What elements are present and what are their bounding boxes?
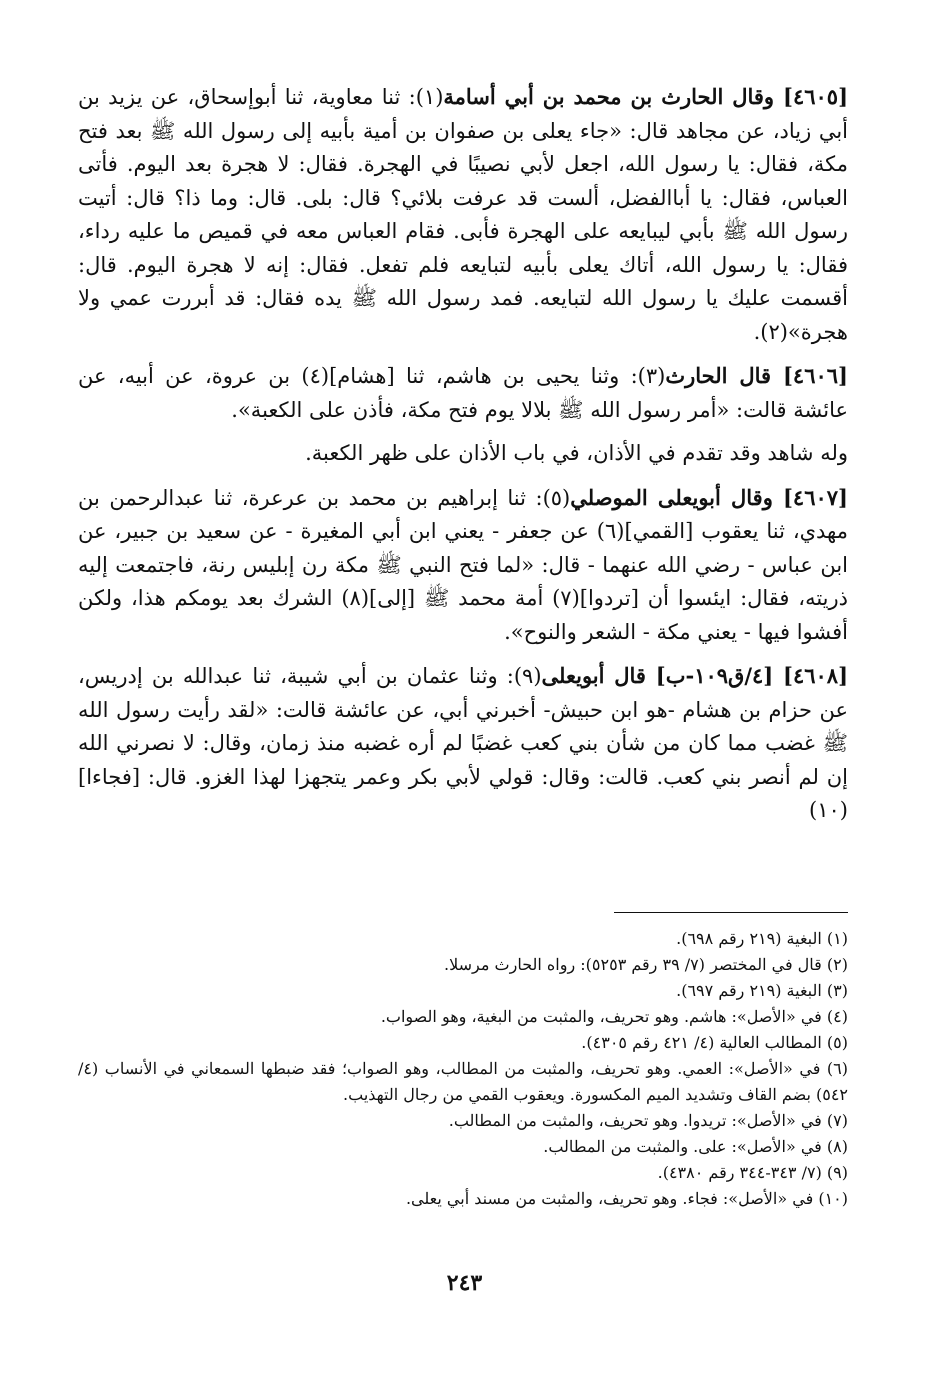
footnote-5: (٥) المطالب العالية (٤/ ٤٢١ رقم ٤٣٠٥).	[581, 1033, 848, 1052]
hadith-entry-4608	[78, 659, 848, 828]
entry-text: (٣): وثنا يحيى بن هاشم، ثنا [هشام](٤) بن عروة، عن أبيه، عن عائشة قالت: «أمر رسول الله ﷺ بلالا يوم فتح مكة، فأذن على الكعبة».	[78, 364, 848, 422]
page-number: ٢٤٣	[446, 1270, 483, 1296]
footnote-6: (٦) في «الأصل»: العمي. وهو تحريف، والمثبت من المطالب، وهو الصواب؛ فقد ضبطها السمعاني في الأنساب (٤/ ٥٤٢) بضم القاف وتشديد الميم المكسورة. ويعقوب القمي من رجال التهذيب.	[78, 1059, 848, 1104]
entry-text: (١): ثنا معاوية، ثنا أبوإسحاق، عن يزيد بن أبي زياد، عن مجاهد قال: «جاء يعلى بن صفوان بن أمية بأبيه إلى رسول الله ﷺ بعد فتح مكة، فقال: يا رسول الله، اجعل لأبي نصيبًا في الهجرة. فقال: لا هجرة بعد اليوم. فأتى العباس، فقال: يا أباالفضل، ألست قد عرفت بلائي؟ قال: بلى. قال: وما ذا؟ قال: أتيت رسول الله ﷺ بأبي ليبايعه على الهجرة فأبى. فقام العباس معه في قميص ما عليه رداء، فقال: يا رسول الله، أتاك يعلى بأبيه لتبايعه فلم تفعل. فقال: إنه لا هجرة اليوم. قال: أقسمت عليك يا رسول الله لتبايعه. فمد رسول الله ﷺ يده فقال: قد أبررت عمي ولا هجرة»(٢).	[78, 85, 848, 344]
entry-text: وله شاهد وقد تقدم في الأذان، في باب الأذان على ظهر الكعبة.	[305, 441, 848, 465]
entry-text: (٥): ثنا إبراهيم بن محمد بن عرعرة، ثنا عبدالرحمن بن مهدي، ثنا يعقوب [القمي](٦) عن جعفر - يعني ابن أبي المغيرة - عن سعيد بن جبير، عن ابن عباس - رضي الله عنهما - قال: «لما فتح النبي ﷺ مكة رن إبليس رنة، فاجتمعت إليه ذريته، فقال: ايئسوا أن [تردوا](٧) أمة محمد ﷺ [إلى](٨) الشرك بعد يومكم هذا، ولكن أفشوا فيها - يعني مكة - الشعر والنوح».	[78, 485, 849, 644]
footnote-2: (٢) قال في المختصر (٧/ ٣٩ رقم ٥٢٥٣): رواه الحارث مرسلا.	[444, 955, 848, 974]
entry-header: [٤٦٠٥] وقال الحارث بن محمد بن أبي أسامة	[443, 84, 848, 109]
entry-paragraph	[78, 80, 848, 349]
entry-paragraph	[78, 437, 848, 471]
entry-header: [٤٦٠٨] [٤/ق١٠٩-ب] قال أبويعلى	[541, 663, 849, 688]
footnote-separator	[614, 912, 848, 913]
hadith-entry-4606	[78, 359, 848, 427]
footnote-7: (٧) في «الأصل»: تريدوا. وهو تحريف، والمثبت من المطالب.	[448, 1111, 848, 1130]
footnote-1: (١) البغية (٢١٩ رقم ٦٩٨).	[676, 929, 848, 948]
entry-paragraph	[78, 659, 848, 828]
footnote-9: (٩) (٧/ ٣٤٣-٣٤٤ رقم ٤٣٨٠).	[657, 1163, 848, 1182]
entry-header: [٤٦٠٧] وقال أبويعلى الموصلي	[570, 484, 848, 510]
footnotes	[78, 926, 848, 1212]
footnote-10: (١٠) في «الأصل»: فجاء. وهو تحريف، والمثبت من مسند أبي يعلى.	[405, 1189, 848, 1208]
entry-header: [٤٦٠٦] قال الحارث	[665, 363, 848, 388]
footnote-8: (٨) في «الأصل»: على. والمثبت من المطالب.	[543, 1137, 848, 1156]
entry-text: (٩): وثنا عثمان بن أبي شيبة، ثنا عبدالله بن إدريس، عن حزام بن هشام -هو ابن حبيش- أخبرني أبي، عن عائشة قالت: «لقد رأيت رسول الله ﷺ غضب مما كان من شأن بني كعب غضبًا لم أره غضبه منذ زمان، وقال: لا نصرني الله إن لم أنصر بني كعب. قالت: وقال: قولي لأبي بكر وعمر يتجهزا لهذا الغزو. قال: [فجاءا](١٠)	[78, 664, 848, 822]
main-text	[78, 80, 848, 838]
hadith-entry-4605	[78, 80, 848, 349]
footnote-3: (٣) البغية (٢١٩ رقم ٦٩٧).	[676, 981, 848, 1000]
entry-paragraph	[78, 481, 848, 650]
footnote-4: (٤) في «الأصل»: هاشم. وهو تحريف، والمثبت من البغية، وهو الصواب.	[380, 1007, 848, 1026]
entry-paragraph	[78, 359, 848, 427]
witness-note	[78, 437, 848, 471]
hadith-entry-4607	[78, 481, 848, 650]
